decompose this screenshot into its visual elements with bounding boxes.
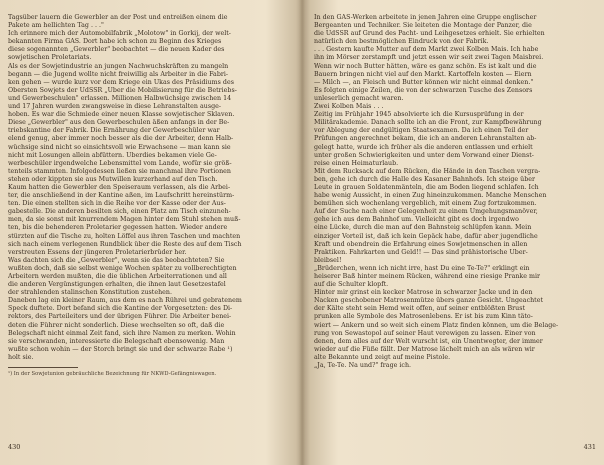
- text-line: Militärakademie. Danach sollte ich an die Front, zur Kampfbewährung: [314, 119, 542, 127]
- text-line: Es folgten einige Zeilen, die von der schwarzen Tusche des Zensors: [314, 86, 533, 94]
- text-line: Arbeitern werden mußten, die die üblichen Arbeiterrationen und all: [8, 273, 227, 280]
- text-line: tenteils stammten. Infolgedessen ließen sie manchmal ihre Portionen: [8, 167, 231, 175]
- text-line: Kraft und obendrein die Erfahrung eines Sowjetmenschen in allen: [314, 240, 528, 248]
- text-line: Ich erinnere mich der Automobilfabrik „Molotow" in Gorkij, der welt-: [8, 30, 231, 38]
- text-line: sich nach einem verlegenen Rundblick über die Reste des auf dem Tisch: [8, 240, 242, 248]
- text-line: wußte schon wohin — der Storch bringt sie und der schwarze Rabe ¹): [8, 345, 233, 353]
- text-line: auf die Schulter klopft.: [314, 281, 389, 289]
- text-line: Daneben lag ein kleiner Raum, aus dem es nach Rührei und gebratenem: [8, 297, 242, 305]
- text-line: ten, bis die behenderen Proletarier gegessen hatten. Wieder andere: [8, 224, 228, 232]
- left-page-text: [8, 14, 292, 378]
- text-line: begann — die Jugend wollte nicht freiwillig als Arbeiter in die Fabri-: [8, 70, 229, 78]
- text-line: Zwei Kolben Mais . . .: [314, 103, 384, 111]
- text-line: wüchsige sind nicht so einsichtsvoll wie Erwachsene — man kann sie: [8, 143, 231, 151]
- text-line: Diese „Gewerbler" aus den Gewerbeschulen äßen anfangs in der Be-: [8, 119, 230, 127]
- text-line: Als es der Sowjetindustrie an jungen Nachwuchskräften zu mangeln: [8, 62, 229, 70]
- text-line: unter großen Schwierigkeiten und unter dem Vorwand einer Dienst-: [314, 151, 534, 159]
- text-line: Prüfungen angerechnet bekam, die ich an anderen Lehranstalten ab-: [314, 135, 537, 143]
- text-line: nicht mit Losungen allein abfüttern. Überdies bekamen viele Ge-: [8, 151, 217, 159]
- text-line: ten. Die einen stellten sich in die Reihe vor der Kasse oder der Aus-: [8, 200, 226, 208]
- text-line: ter, die anschließend in der Kantine aßen, im Laufschritt hereinstürm-: [8, 192, 235, 200]
- text-line: Obersten Sowjets der UdSSR „Über die Mobilisierung für die Betriebs-: [8, 86, 237, 94]
- text-line: Mit dem Rucksack auf dem Rücken, die Hände in den Taschen vergra-: [314, 167, 541, 175]
- text-line: Leute in grauen Soldatenmänteln, die am Boden liegend schlafen. Ich: [314, 183, 539, 191]
- text-line: ben, gehe ich durch die Halle des Kasaner Bahnhofs. Ich steige über: [314, 175, 536, 183]
- text-line: heiserer Baß hinter meinem Rücken, während eine riesige Pranke mir: [314, 273, 541, 280]
- text-line: stürzten auf die Tische zu, holten Löffel aus ihren Taschen und machten: [8, 232, 241, 240]
- text-line: verstreuten Essens der jüngeren Proletarierbrüder her.: [8, 248, 187, 256]
- text-line: hoben. Es war die Schmiede einer neuen Klasse sowjetischer Sklaven.: [8, 111, 235, 119]
- text-line: gelegt hatte, wurde ich früher als die anderen entlassen und erhielt: [314, 143, 533, 151]
- footnote-spacer: [8, 362, 292, 365]
- text-line: rung von Sewastopol auf seiner Haut verewigen zu lassen. Einer von: [314, 329, 536, 337]
- text-line: natürlich den bestmöglichen Eindruck von der Fabrik.: [314, 38, 489, 46]
- text-line: bleibsel!: [314, 256, 342, 264]
- right-page: [314, 14, 598, 454]
- text-line: Was dachten sich die „Gewerbler", wenn sie das beobachteten? Sie: [8, 256, 225, 264]
- text-line: Speck duftete. Dort befand sich die Kantine der Vorgesetzten: des Di-: [8, 305, 233, 313]
- text-line: und 17 Jahren wurden zwangsweise in diese Lehranstalten ausge-: [8, 103, 222, 111]
- page-number-right: 431: [583, 443, 596, 451]
- text-line: habe wenig Aussicht, in einen Zug hineinzukommen. Manche Menschen: [314, 192, 547, 200]
- text-line: Auf der Suche nach einer Gelegenheit zu einem Umgehungsmanöver,: [314, 208, 538, 216]
- text-line: triebskantine der Fabrik. Die Ernährung der Gewerbeschüler war: [8, 127, 220, 135]
- text-line: vor Ablegung der endgültigen Staatsexamen. Da ich einen Teil der: [314, 127, 529, 135]
- text-line: Kaum hatten die Gewerbler den Speiseraum verlassen, als die Arbei-: [8, 183, 231, 191]
- text-line: wieder auf die Füße fällt. Der Matrose lächelt mich an als wären wir: [314, 345, 535, 353]
- text-line: prunken alle Symbole des Matrosenlebens. Er ist bis zum Kinn täto-: [314, 313, 533, 321]
- text-line: wußten doch, daß sie selbst wenige Wochen später zu vollberechtigten: [8, 264, 237, 272]
- page-number-left: 430: [8, 443, 21, 451]
- right-page-text: [314, 14, 598, 370]
- text-line: der strahlenden stalinschen Konstitution zustehen.: [8, 289, 172, 297]
- text-line: Bergeanten und Techniker. Sie leiteten die Montage der Panzer, die: [314, 22, 532, 30]
- text-line: holt sie.: [8, 353, 34, 361]
- text-line: „Ja, Te-Te. Na und?" frage ich.: [314, 362, 412, 370]
- text-line: gehe ich aus dem Bahnhof um. Vielleicht gibt es doch irgendwo: [314, 216, 519, 224]
- text-line: Pakete am hellichten Tag . . .": [8, 22, 104, 30]
- footnote-rule: [8, 367, 78, 368]
- text-line: die UdSSR auf Grund des Pacht- und Leihgesetzes erhielt. Sie erhielten: [314, 30, 545, 38]
- text-line: Zeitig im Frühjahr 1945 absolvierte ich die Kursusprüfung in der: [314, 111, 524, 119]
- text-line: elend genug, aber immer noch besser als die der Arbeiter, denn Halb-: [8, 135, 234, 143]
- text-line: Hinter mir grinst ein kecker Matrose in schwarzer Jacke und in den: [314, 289, 533, 297]
- text-line: rektors, des Parteileiters und der übrigen Führer. Die Arbeiter benei-: [8, 313, 232, 321]
- text-line: und Gewerbeschulen" erlassen. Millionen Halbwüchsige zwischen 14: [8, 94, 232, 102]
- text-line: ken gehen — wurde kurz vor dem Kriege ein Ukas des Präsidiums des: [8, 78, 234, 86]
- text-line: werbeschüler irgendwelche Lebensmittel vom Lande, wofür sie größ-: [8, 159, 232, 167]
- text-line: ihn im Mörser zerstampft und jetzt essen wir seit zwei Tagen Maisbrei.: [314, 54, 544, 62]
- text-line: In den GAS-Werken arbeitete in jenen Jahren eine Gruppe englischer: [314, 14, 537, 21]
- text-line: einziger Vorteil ist, daß ich kein Gepäck habe, dafür aber jugendliche: [314, 232, 538, 240]
- text-line: bekannten Firma GAS. Dort habe ich schon zu Beginn des Krieges: [8, 38, 222, 46]
- text-line: diese sogenannten „Gewerbler" beobachtet — die neuen Kader des: [8, 46, 225, 54]
- text-line: denen, dem alles auf der Welt wurscht ist, ein Unentwegter, der immer: [314, 337, 543, 345]
- text-line: bemühen sich wochenlang vergeblich, mit einem Zug fortzukommen.: [314, 200, 537, 208]
- left-page: [8, 14, 292, 454]
- text-line: stehen oder kippten sie aus Mutwillen kurzerhand auf den Tisch.: [8, 175, 218, 183]
- text-line: Nacken geschobener Matrosenmütze übers ganze Gesicht. Ungeachtet: [314, 297, 544, 305]
- text-line: men, da sie sonst mit knurrendem Magen hinter dem Stuhl stehen muß-: [8, 216, 241, 224]
- text-line: der Kälte steht sein Hemd weit offen, auf seiner entblößten Brust: [314, 305, 526, 313]
- text-line: sowjetischen Proletariats.: [8, 54, 92, 62]
- text-line: wiert — Ankern und so weit sich einem Platz finden können, um die Belage-: [314, 321, 559, 329]
- text-line: die anderen Vergünstigungen erhalten, die ihnen laut Gesetzestafel: [8, 281, 226, 289]
- text-line: alte Bekannte und zeigt auf meine Pistole.: [314, 353, 451, 361]
- text-line: . . . Gestern kaufte Mutter auf dem Markt zwei Kolben Mais. Ich habe: [314, 46, 539, 54]
- text-line: deten die Führer nicht sonderlich. Diese wechselten so oft, daß die: [8, 321, 225, 329]
- text-line: eine Lücke, durch die man auf den Bahnsteig schlüpfen kann. Mein: [314, 224, 532, 232]
- footnote: ¹) In der Sowjetunion gebräuchliche Bezeichnung für NKWD-Gefängniswagen.: [8, 371, 217, 378]
- text-line: gabestelle. Die anderen besilten sich, einen Platz am Tisch einzuneh-: [8, 208, 231, 216]
- text-line: „Brüderchen, wenn ich nicht irre, hast Du eine Te-Te?" erklingt ein: [314, 264, 530, 272]
- text-line: Praktiken. Fahrkarten und Geld!! — Das sind prähistorische Über-: [314, 248, 528, 256]
- text-line: sie verschwanden, interessierte die Belegschaft ebensowenig. Man: [8, 337, 225, 345]
- text-line: unleserlich gemacht waren.: [314, 94, 404, 102]
- text-line: Tagsüber lauern die Gewerbler an der Post und entreißen einem die: [8, 14, 228, 21]
- book-gutter: [296, 0, 310, 465]
- text-line: Wenn wir noch Butter hätten, wäre es ganz schön. Es ist kalt und die: [314, 62, 537, 70]
- text-line: — Milch —, an Fleisch und Butter können wir nicht einmal denken.": [314, 78, 534, 86]
- text-line: Belegschaft nicht einmal Zeit fand, sich ihre Namen zu merken. Wohin: [8, 329, 236, 337]
- text-line: Bauern bringen nicht viel auf den Markt. Kartoffeln kosten — Eiern: [314, 70, 532, 78]
- text-line: reise einen Heimaturlaub.: [314, 159, 399, 167]
